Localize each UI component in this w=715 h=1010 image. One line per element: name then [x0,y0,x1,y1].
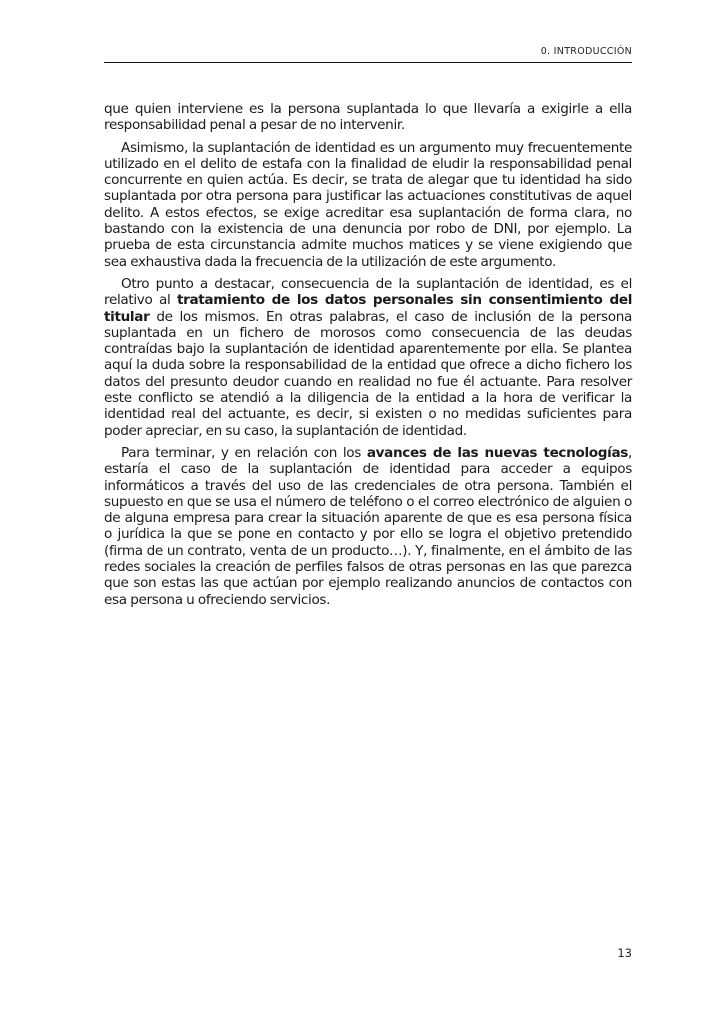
paragraph-3-bold: tratamiento de los datos personales sin consentimiento del titular [104,292,633,325]
header-rule [104,62,632,63]
paragraph-4 [104,445,632,608]
running-header: 0. INTRODUCCIÓN [540,46,632,57]
paragraph-2: Asimismo, la suplantación de identidad es un argumento muy frecuentemente utilizado en el delito de estafa con la finalidad de eludir la responsabilidad penal concurrente en quien actúa. Es decir, se trata de alegar que tu identidad ha sido suplantada por otra persona para justificar las actuaciones constitutivas de aquel delito. A estos efectos, se exige acreditar esa suplantación de forma clara, no bastando con la existencia de una denuncia por robo de DNI, por ejemplo. La prueba de esta circunstancia admite muchos matices y se viene exigiendo que sea exhaustiva dada la frecuencia de la utilización de este argumento. [104,139,632,270]
paragraph-1: que quien interviene es la persona suplantada lo que llevaría a exigirle a ella responsabilidad penal a pesar de no intervenir. [104,101,632,134]
body-text [104,101,632,614]
paragraph-3-rest: de los mismos. En otras palabras, el caso de inclusión de la persona suplantada en un fichero de morosos como consecuencia de las deudas contraídas bajo la suplantación de identidad aparentemente por ella. Se plantea aquí la duda sobre la responsabilidad de la entidad que ofrece a dicho fichero los datos del presunto deudor cuando en realidad no fue él actuante. Para resolver este conflicto se atendió a la diligencia de la entidad a la hora de verificar la identidad real del actuante, es decir, si existen o no medidas suficientes para poder apreciar, en su caso, la suplantación de identidad. [104,308,632,439]
paragraph-3 [104,276,632,439]
paragraph-4-lead: Para terminar, y en relación con los [121,444,367,461]
page-number: 13 [617,946,632,960]
paragraph-4-bold: avances de las nuevas tecnologías [366,444,629,461]
paragraph-4-rest: , estaría el caso de la suplantación de identidad para acceder a equipos informáticos a través del uso de las credenciales de otra persona. También el supuesto en que se usa el número de teléfono o el correo electrónico de alguien o de alguna empresa para crear la situación aparente de que es esa persona física o jurídica la que se pone en contacto y por ello se logra el objetivo pretendido (firma de un contrato, venta de un producto…). Y, finalmente, en el ámbito de las redes sociales la creación de perfiles falsos de otras personas en las que parezca que son estas las que actúan por ejemplo realizando anuncios de contactos con esa persona u ofreciendo servicios. [104,444,632,608]
paragraph-3-lead: Otro punto a destacar, consecuencia de la suplantación de identidad, es el relativo al [104,275,632,309]
